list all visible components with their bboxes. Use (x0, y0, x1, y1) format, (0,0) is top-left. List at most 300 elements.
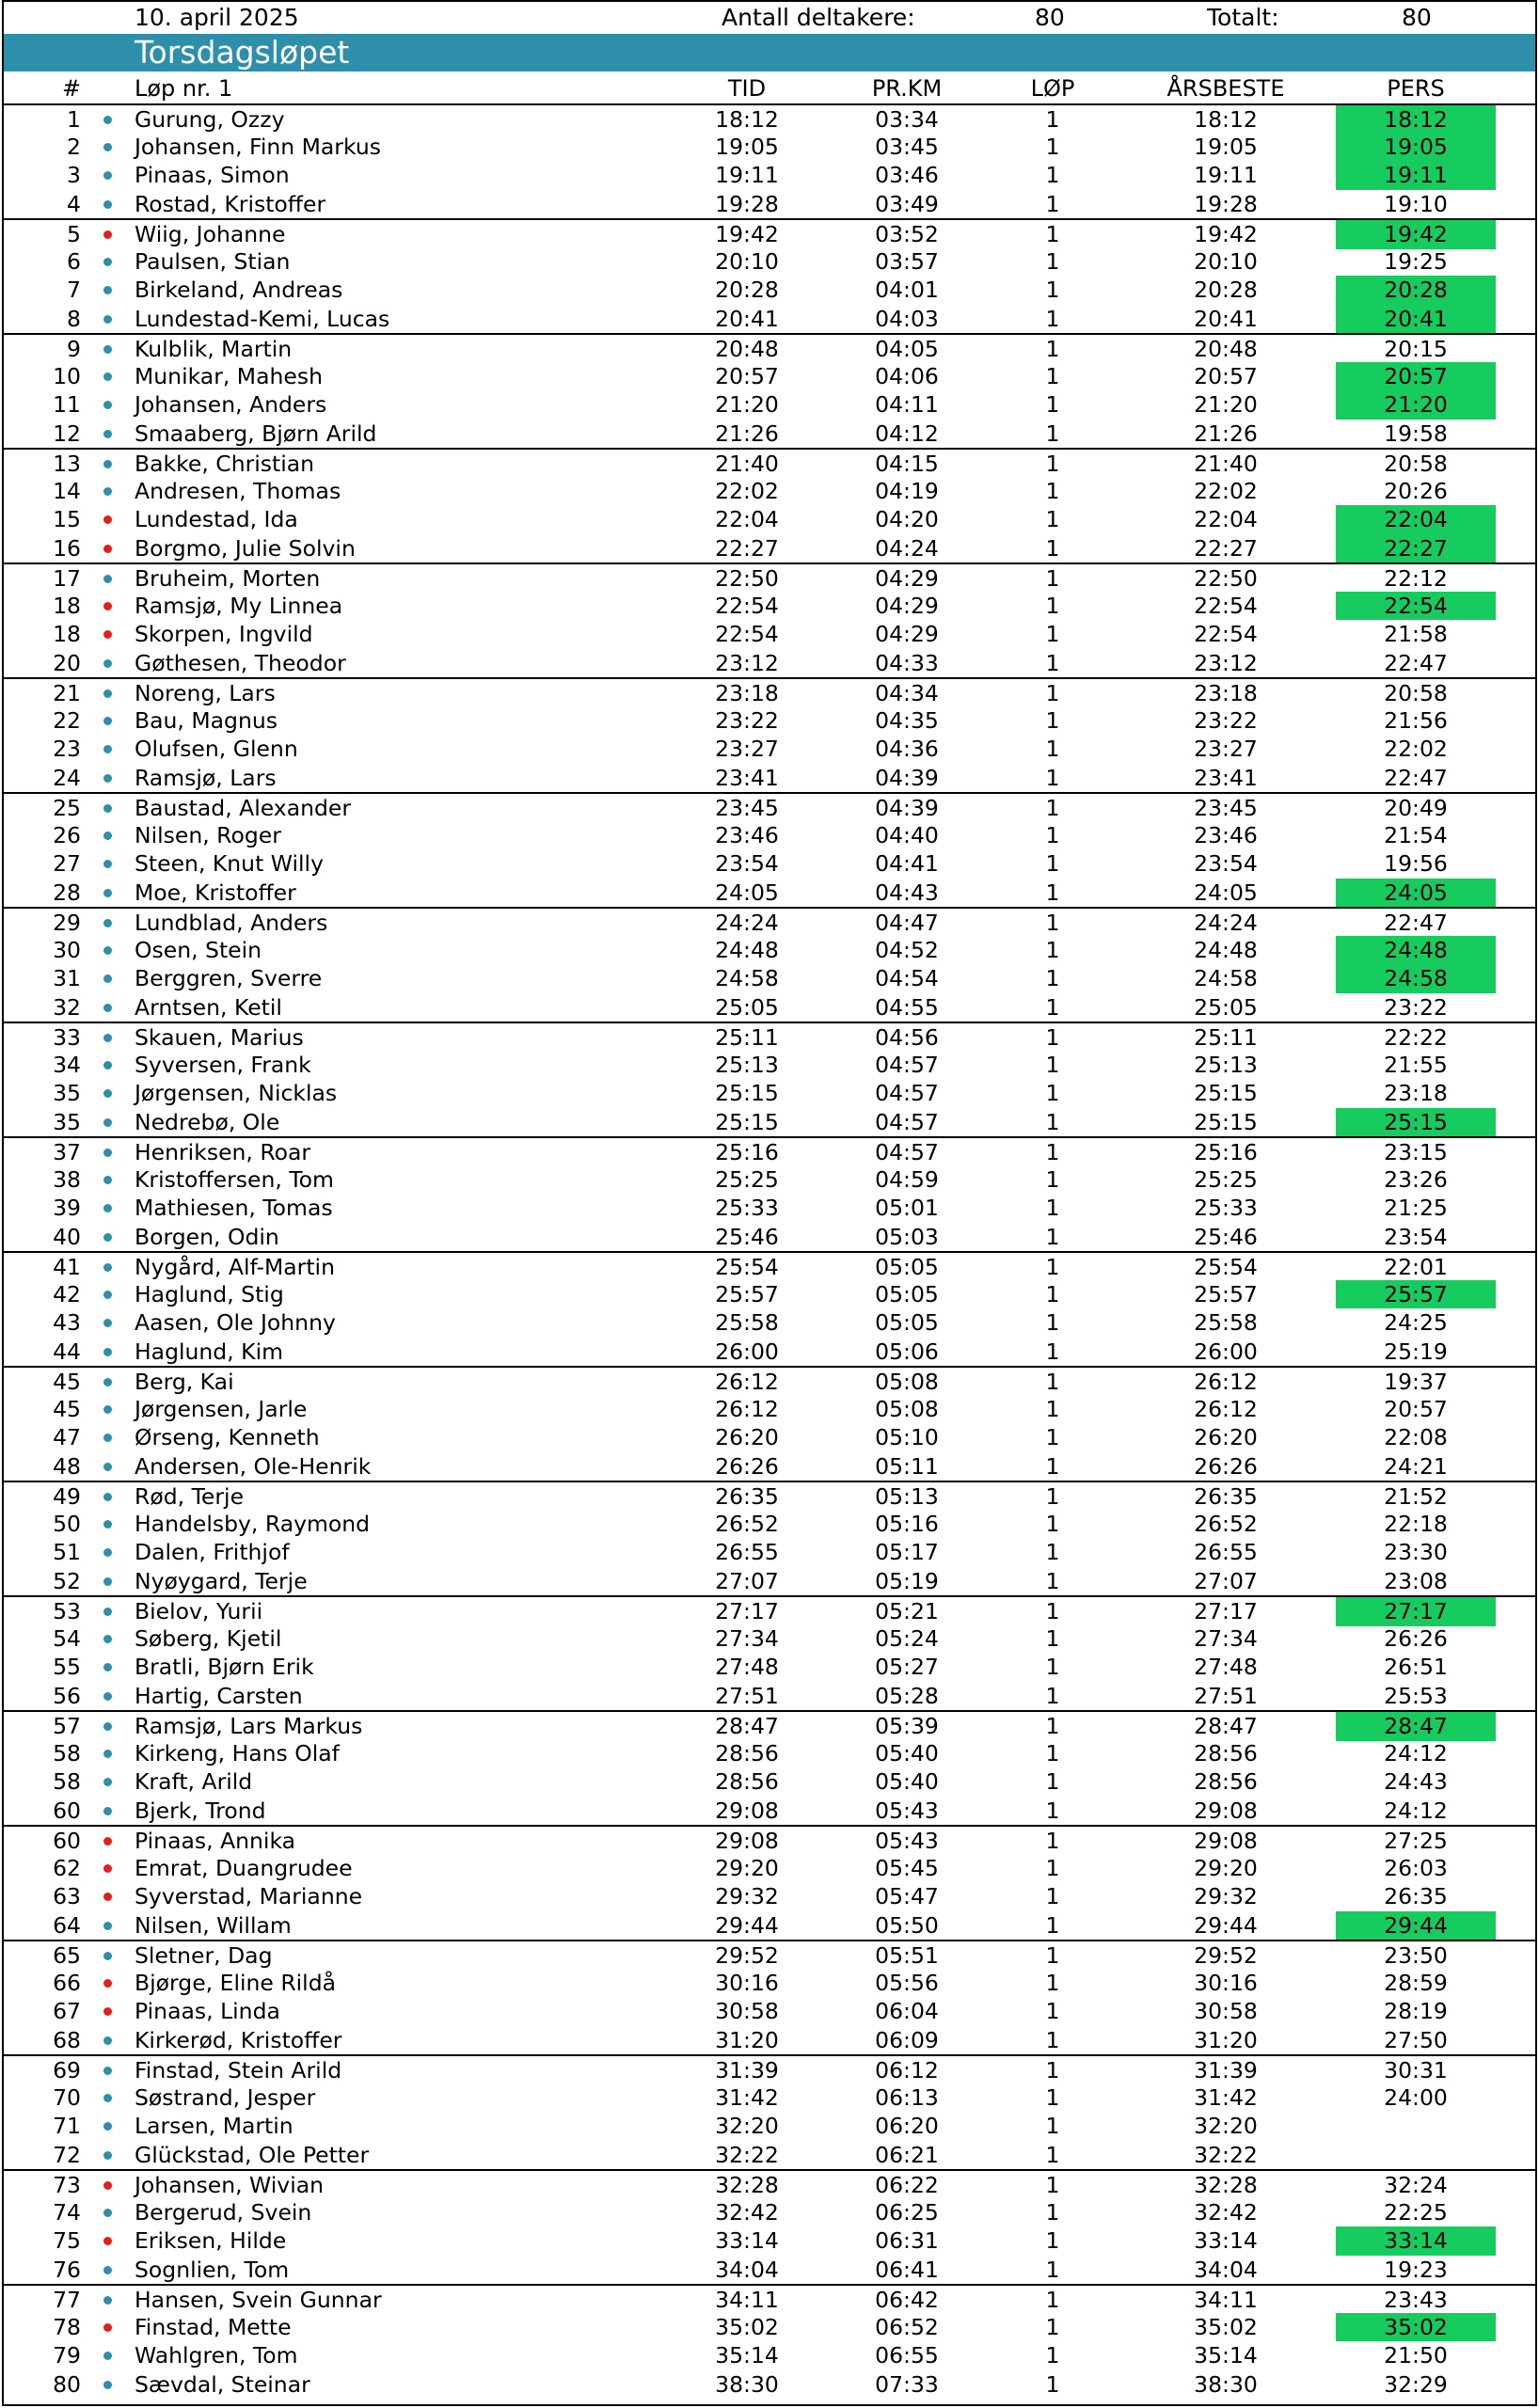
female-marker-icon (103, 230, 112, 239)
runs-cell: 1 (1045, 1682, 1060, 1709)
table-row (4, 2370, 1535, 2400)
runs-cell: 1 (1045, 1828, 1060, 1854)
pace-cell: 05:39 (875, 1713, 939, 1739)
runs-cell: 1 (1045, 1942, 1060, 1969)
runner-name: Jørgensen, Nicklas (135, 1080, 338, 1106)
table-row (4, 964, 1535, 993)
female-marker-icon (103, 515, 112, 524)
pace-cell: 04:52 (875, 936, 939, 963)
season-best-cell: 29:08 (1194, 1828, 1258, 1854)
runner-name: Ørseng, Kenneth (135, 1424, 320, 1450)
time-cell: 26:35 (715, 1483, 779, 1510)
runner-name: Berg, Kai (135, 1369, 234, 1395)
personal-best-cell: 20:28 (1336, 276, 1496, 305)
runner-name: Jørgensen, Jarle (135, 1395, 308, 1422)
male-marker-icon (103, 1291, 112, 1299)
time-cell: 34:04 (715, 2256, 779, 2283)
male-marker-icon (103, 946, 112, 955)
season-best-cell: 27:48 (1194, 1654, 1258, 1680)
pace-cell: 03:49 (875, 190, 939, 217)
time-cell: 25:57 (715, 1280, 779, 1307)
pace-cell: 06:22 (875, 2172, 939, 2198)
runner-name: Kirkeng, Hans Olaf (135, 1739, 340, 1766)
time-cell: 34:11 (715, 2287, 779, 2313)
runner-name: Arntsen, Ketil (135, 993, 282, 1021)
male-marker-icon (103, 2122, 112, 2131)
pace-cell: 05:10 (875, 1424, 939, 1450)
rank-cell: 76 (53, 2256, 81, 2283)
rank-cell: 24 (53, 764, 81, 791)
male-marker-icon (103, 1204, 112, 1212)
personal-best-cell: 21:54 (1384, 821, 1448, 848)
table-row (4, 390, 1535, 420)
rank-cell: 49 (53, 1483, 81, 1510)
rank-cell: 18 (53, 592, 81, 619)
time-cell: 27:07 (715, 1567, 779, 1594)
male-marker-icon (103, 889, 112, 897)
rank-cell: 16 (53, 534, 81, 562)
personal-best-cell: 19:56 (1384, 850, 1448, 877)
pace-cell: 05:47 (875, 1883, 939, 1909)
season-best-cell: 28:47 (1194, 1713, 1258, 1739)
rank-cell: 44 (53, 1338, 81, 1365)
time-cell: 32:42 (715, 2198, 779, 2226)
time-cell: 22:02 (715, 477, 779, 504)
season-best-cell: 21:26 (1194, 420, 1258, 447)
time-cell: 32:20 (715, 2113, 779, 2139)
male-marker-icon (103, 1722, 112, 1731)
rank-cell: 33 (53, 1024, 81, 1051)
time-cell: 25:25 (715, 1165, 779, 1193)
time-cell: 20:41 (715, 305, 779, 332)
season-best-cell: 25:54 (1194, 1254, 1258, 1280)
runner-name: Kirkerød, Kristoffer (135, 2026, 342, 2053)
time-cell: 26:12 (715, 1369, 779, 1395)
personal-best-cell: 26:35 (1384, 1883, 1448, 1909)
runs-cell: 1 (1045, 706, 1060, 734)
runs-cell: 1 (1045, 649, 1060, 676)
table-row (4, 849, 1535, 879)
table-row (4, 333, 1535, 362)
male-marker-icon (103, 1118, 112, 1127)
personal-best-cell: 22:47 (1384, 649, 1448, 676)
personal-best-cell: 19:25 (1384, 247, 1448, 275)
runs-cell: 1 (1045, 2227, 1060, 2254)
season-best-cell: 24:48 (1194, 936, 1258, 963)
time-cell: 25:15 (715, 1108, 779, 1135)
runner-name: Syverstad, Marianne (135, 1883, 363, 1909)
time-cell: 31:39 (715, 2057, 779, 2083)
runs-cell: 1 (1045, 2026, 1060, 2053)
col-personal-best-header: PERS (1387, 75, 1445, 102)
male-marker-icon (103, 1692, 112, 1701)
time-cell: 21:20 (715, 391, 779, 418)
pace-cell: 05:05 (875, 1309, 939, 1336)
female-marker-icon (103, 2237, 112, 2245)
runner-name: Lundblad, Anders (135, 910, 328, 936)
runs-cell: 1 (1045, 936, 1060, 963)
table-row (4, 592, 1535, 621)
male-marker-icon (103, 2266, 112, 2274)
season-best-cell: 25:33 (1194, 1195, 1258, 1221)
personal-best-cell: 32:24 (1384, 2172, 1448, 2198)
personal-best-cell: 21:55 (1384, 1051, 1448, 1078)
personal-best-cell: 21:25 (1384, 1195, 1448, 1221)
runs-cell: 1 (1045, 221, 1060, 247)
time-cell: 29:52 (715, 1942, 779, 1969)
pace-cell: 05:43 (875, 1828, 939, 1854)
pace-cell: 05:43 (875, 1797, 939, 1824)
table-row (4, 735, 1535, 764)
personal-best-cell: 22:08 (1384, 1424, 1448, 1450)
runner-name: Bjerk, Trond (135, 1797, 266, 1824)
season-best-cell: 29:32 (1194, 1883, 1258, 1909)
rank-cell: 26 (53, 821, 81, 848)
runner-name: Eriksen, Hilde (135, 2227, 287, 2254)
season-best-cell: 19:42 (1194, 221, 1258, 247)
pace-cell: 04:57 (875, 1139, 939, 1165)
personal-best-cell: 23:15 (1384, 1139, 1448, 1165)
pace-cell: 04:01 (875, 277, 939, 303)
runs-cell: 1 (1045, 1024, 1060, 1051)
runner-name: Moe, Kristoffer (135, 879, 296, 906)
male-marker-icon (103, 372, 112, 381)
rank-cell: 80 (53, 2370, 81, 2398)
runs-cell: 1 (1045, 506, 1060, 532)
male-marker-icon (103, 1378, 112, 1386)
table-row (4, 562, 1535, 592)
runner-name: Paulsen, Stian (135, 247, 291, 275)
pace-cell: 04:15 (875, 451, 939, 477)
rank-cell: 25 (53, 795, 81, 821)
runs-cell: 1 (1045, 1598, 1060, 1624)
personal-best-cell: 22:47 (1384, 764, 1448, 791)
pace-cell: 04:19 (875, 477, 939, 504)
runs-cell: 1 (1045, 1854, 1060, 1881)
rank-cell: 60 (53, 1828, 81, 1854)
col-runs-header: LØP (1030, 75, 1075, 102)
table-row (4, 2284, 1535, 2313)
time-cell: 35:14 (715, 2342, 779, 2368)
runner-name: Haglund, Kim (135, 1338, 283, 1365)
time-cell: 20:28 (715, 277, 779, 303)
pace-cell: 05:45 (875, 1854, 939, 1881)
personal-best-cell: 20:58 (1384, 680, 1448, 706)
season-best-cell: 31:42 (1194, 2083, 1258, 2111)
table-row (4, 1767, 1535, 1797)
time-cell: 26:55 (715, 1539, 779, 1565)
season-best-cell: 24:24 (1194, 910, 1258, 936)
runs-cell: 1 (1045, 1108, 1060, 1135)
male-marker-icon (103, 1089, 112, 1098)
table-row (4, 1481, 1535, 1510)
season-best-cell: 21:40 (1194, 451, 1258, 477)
pace-cell: 04:24 (875, 534, 939, 562)
table-row (4, 477, 1535, 506)
time-cell: 19:05 (715, 133, 779, 160)
rank-cell: 51 (53, 1539, 81, 1565)
male-marker-icon (103, 345, 112, 354)
runner-name: Henriksen, Roar (135, 1139, 311, 1165)
season-best-cell: 25:16 (1194, 1139, 1258, 1165)
runner-name: Pinaas, Linda (135, 1998, 280, 2024)
rank-cell: 63 (53, 1883, 81, 1909)
runner-name: Søstrand, Jesper (135, 2083, 316, 2111)
pace-cell: 04:57 (875, 1051, 939, 1078)
table-row (4, 879, 1535, 908)
time-cell: 26:20 (715, 1424, 779, 1450)
table-row (4, 1423, 1535, 1452)
season-best-cell: 23:45 (1194, 795, 1258, 821)
personal-best-cell: 26:03 (1384, 1854, 1448, 1881)
pace-cell: 04:20 (875, 506, 939, 532)
table-row (4, 706, 1535, 736)
male-marker-icon (103, 804, 112, 813)
runs-cell: 1 (1045, 910, 1060, 936)
runs-cell: 1 (1045, 1713, 1060, 1739)
time-cell: 23:45 (715, 795, 779, 821)
personal-best-cell: 21:58 (1384, 621, 1448, 647)
table-row (4, 1223, 1535, 1252)
season-best-cell: 28:56 (1194, 1739, 1258, 1766)
table-row (4, 1308, 1535, 1338)
pace-cell: 05:40 (875, 1739, 939, 1766)
personal-best-cell: 23:50 (1384, 1942, 1448, 1969)
male-marker-icon (103, 1034, 112, 1042)
rank-cell: 72 (53, 2141, 81, 2168)
pace-cell: 05:13 (875, 1483, 939, 1510)
runner-name: Ramsjø, Lars Markus (135, 1713, 363, 1739)
personal-best-cell: 23:08 (1384, 1567, 1448, 1594)
runner-name: Nygård, Alf-Martin (135, 1254, 335, 1280)
pace-cell: 04:56 (875, 1024, 939, 1051)
runs-cell: 1 (1045, 2057, 1060, 2083)
season-best-cell: 23:46 (1194, 821, 1258, 848)
male-marker-icon (103, 717, 112, 725)
table-row (4, 1882, 1535, 1911)
runner-name: Olufsen, Glenn (135, 736, 298, 762)
time-cell: 25:33 (715, 1195, 779, 1221)
table-row (4, 792, 1535, 821)
season-best-cell: 30:16 (1194, 1969, 1258, 1996)
runner-name: Bielov, Yurii (135, 1598, 263, 1624)
time-cell: 20:57 (715, 362, 779, 389)
runs-cell: 1 (1045, 1969, 1060, 1996)
col-name-header: Løp nr. 1 (135, 75, 233, 102)
male-marker-icon (103, 1319, 112, 1327)
runner-name: Nyøygard, Terje (135, 1567, 308, 1594)
pace-cell: 04:34 (875, 680, 939, 706)
runs-cell: 1 (1045, 1739, 1060, 1766)
pace-cell: 05:03 (875, 1223, 939, 1250)
table-row (4, 1079, 1535, 1108)
table-row (4, 1366, 1535, 1395)
pace-cell: 05:19 (875, 1567, 939, 1594)
rank-cell: 28 (53, 879, 81, 906)
pace-cell: 05:50 (875, 1911, 939, 1939)
participants-label: Antall deltakere: (722, 4, 915, 31)
runs-cell: 1 (1045, 993, 1060, 1021)
table-row (4, 620, 1535, 649)
runner-name: Borgen, Odin (135, 1223, 279, 1250)
runner-name: Sævdal, Steinar (135, 2370, 310, 2398)
personal-best-cell: 20:57 (1384, 1395, 1448, 1422)
pace-cell: 04:35 (875, 706, 939, 734)
personal-best-cell: 22:12 (1384, 565, 1448, 592)
results-sheet (2, 0, 1537, 2406)
male-marker-icon (103, 1922, 112, 1930)
personal-best-cell: 22:18 (1384, 1510, 1448, 1537)
runner-name: Emrat, Duangrudee (135, 1854, 353, 1881)
time-cell: 25:11 (715, 1024, 779, 1051)
runs-cell: 1 (1045, 2113, 1060, 2139)
col-time-header: TID (727, 75, 767, 102)
pace-cell: 04:29 (875, 621, 939, 647)
runs-cell: 1 (1045, 2172, 1060, 2198)
table-row (4, 1940, 1535, 1969)
runner-name: Gøthesen, Theodor (135, 649, 346, 676)
runner-name: Haglund, Stig (135, 1280, 284, 1307)
personal-best-cell: 33:14 (1336, 2226, 1496, 2256)
rank-cell: 68 (53, 2026, 81, 2053)
time-cell: 24:48 (715, 936, 779, 963)
personal-best-cell: 25:19 (1384, 1338, 1448, 1365)
season-best-cell: 27:17 (1194, 1598, 1258, 1624)
table-row (4, 1739, 1535, 1768)
personal-best-cell: 22:02 (1384, 736, 1448, 762)
pace-cell: 05:16 (875, 1510, 939, 1537)
time-cell: 27:34 (715, 1624, 779, 1652)
table-row (4, 993, 1535, 1022)
season-best-cell: 31:20 (1194, 2026, 1258, 2053)
male-marker-icon (103, 774, 112, 783)
rank-cell: 55 (53, 1654, 81, 1680)
pace-cell: 06:41 (875, 2256, 939, 2283)
rank-cell: 71 (53, 2113, 81, 2139)
rank-cell: 1 (67, 106, 81, 133)
male-marker-icon (103, 1434, 112, 1442)
rank-cell: 8 (67, 305, 81, 332)
table-row (4, 161, 1535, 190)
column-header-row (4, 71, 1535, 103)
runs-cell: 1 (1045, 451, 1060, 477)
time-cell: 19:42 (715, 221, 779, 247)
season-best-cell: 34:04 (1194, 2256, 1258, 2283)
male-marker-icon (103, 1405, 112, 1414)
rank-cell: 40 (53, 1223, 81, 1250)
rank-cell: 41 (53, 1254, 81, 1280)
rank-cell: 12 (53, 420, 81, 447)
season-best-cell: 25:05 (1194, 993, 1258, 1021)
season-best-cell: 24:58 (1194, 965, 1258, 991)
pace-cell: 05:01 (875, 1195, 939, 1221)
pace-cell: 04:33 (875, 649, 939, 676)
pace-cell: 05:05 (875, 1254, 939, 1280)
runner-name: Nilsen, Roger (135, 821, 281, 848)
table-row (4, 534, 1535, 563)
season-best-cell: 19:11 (1194, 162, 1258, 188)
season-best-cell: 20:57 (1194, 362, 1258, 389)
runs-cell: 1 (1045, 534, 1060, 562)
pace-cell: 03:52 (875, 221, 939, 247)
runs-cell: 1 (1045, 336, 1060, 362)
table-row (4, 1108, 1535, 1137)
personal-best-cell: 20:57 (1336, 362, 1496, 391)
runs-cell: 1 (1045, 1165, 1060, 1193)
rank-cell: 17 (53, 565, 81, 592)
col-pace-header: PR.KM (871, 75, 943, 102)
time-cell: 24:58 (715, 965, 779, 991)
time-cell: 23:12 (715, 649, 779, 676)
personal-best-cell: 19:05 (1336, 133, 1496, 162)
runs-cell: 1 (1045, 795, 1060, 821)
personal-best-cell: 28:59 (1384, 1969, 1448, 1996)
pace-cell: 05:17 (875, 1539, 939, 1565)
runner-name: Hartig, Carsten (135, 1682, 303, 1709)
personal-best-cell: 22:22 (1384, 1024, 1448, 1051)
table-row (4, 2141, 1535, 2170)
season-best-cell: 19:05 (1194, 133, 1258, 160)
season-best-cell: 26:52 (1194, 1510, 1258, 1537)
time-cell: 22:54 (715, 621, 779, 647)
pace-cell: 06:12 (875, 2057, 939, 2083)
time-cell: 25:58 (715, 1309, 779, 1336)
pace-cell: 04:57 (875, 1080, 939, 1106)
personal-best-cell: 19:11 (1336, 161, 1496, 190)
season-best-cell: 23:12 (1194, 649, 1258, 676)
runner-name: Borgmo, Julie Solvin (135, 534, 356, 562)
table-row (4, 103, 1535, 133)
rank-cell: 32 (53, 993, 81, 1021)
pace-cell: 07:33 (875, 2370, 939, 2398)
rank-cell: 5 (67, 221, 81, 247)
pace-cell: 04:43 (875, 879, 939, 906)
runner-name: Johansen, Finn Markus (135, 133, 381, 160)
season-best-cell: 35:02 (1194, 2313, 1258, 2340)
personal-best-cell: 23:54 (1384, 1223, 1448, 1250)
runner-name: Johansen, Anders (135, 391, 327, 418)
runner-name: Johansen, Wivian (135, 2172, 325, 2198)
season-best-cell: 18:12 (1194, 106, 1258, 133)
runner-name: Skorpen, Ingvild (135, 621, 313, 647)
runs-cell: 1 (1045, 736, 1060, 762)
runs-cell: 1 (1045, 1223, 1060, 1250)
rank-cell: 29 (53, 910, 81, 936)
male-marker-icon (103, 315, 112, 324)
runs-cell: 1 (1045, 2287, 1060, 2313)
runner-name: Baustad, Alexander (135, 795, 352, 821)
season-best-cell: 26:00 (1194, 1338, 1258, 1365)
female-marker-icon (103, 1837, 112, 1846)
runner-name: Syversen, Frank (135, 1051, 311, 1078)
male-marker-icon (103, 1608, 112, 1616)
personal-best-cell: 32:29 (1384, 2370, 1448, 2398)
runner-name: Glückstad, Ole Petter (135, 2141, 370, 2168)
time-cell: 28:56 (715, 1739, 779, 1766)
personal-best-cell: 26:26 (1384, 1624, 1448, 1652)
male-marker-icon (103, 401, 112, 409)
table-row (4, 1538, 1535, 1567)
personal-best-cell: 29:44 (1336, 1911, 1496, 1941)
rank-cell: 67 (53, 1998, 81, 2024)
male-marker-icon (103, 1577, 112, 1586)
male-marker-icon (103, 1263, 112, 1272)
personal-best-cell: 20:49 (1384, 795, 1448, 821)
pace-cell: 05:28 (875, 1682, 939, 1709)
male-marker-icon (103, 860, 112, 868)
table-row (4, 907, 1535, 936)
female-marker-icon (103, 1864, 112, 1873)
